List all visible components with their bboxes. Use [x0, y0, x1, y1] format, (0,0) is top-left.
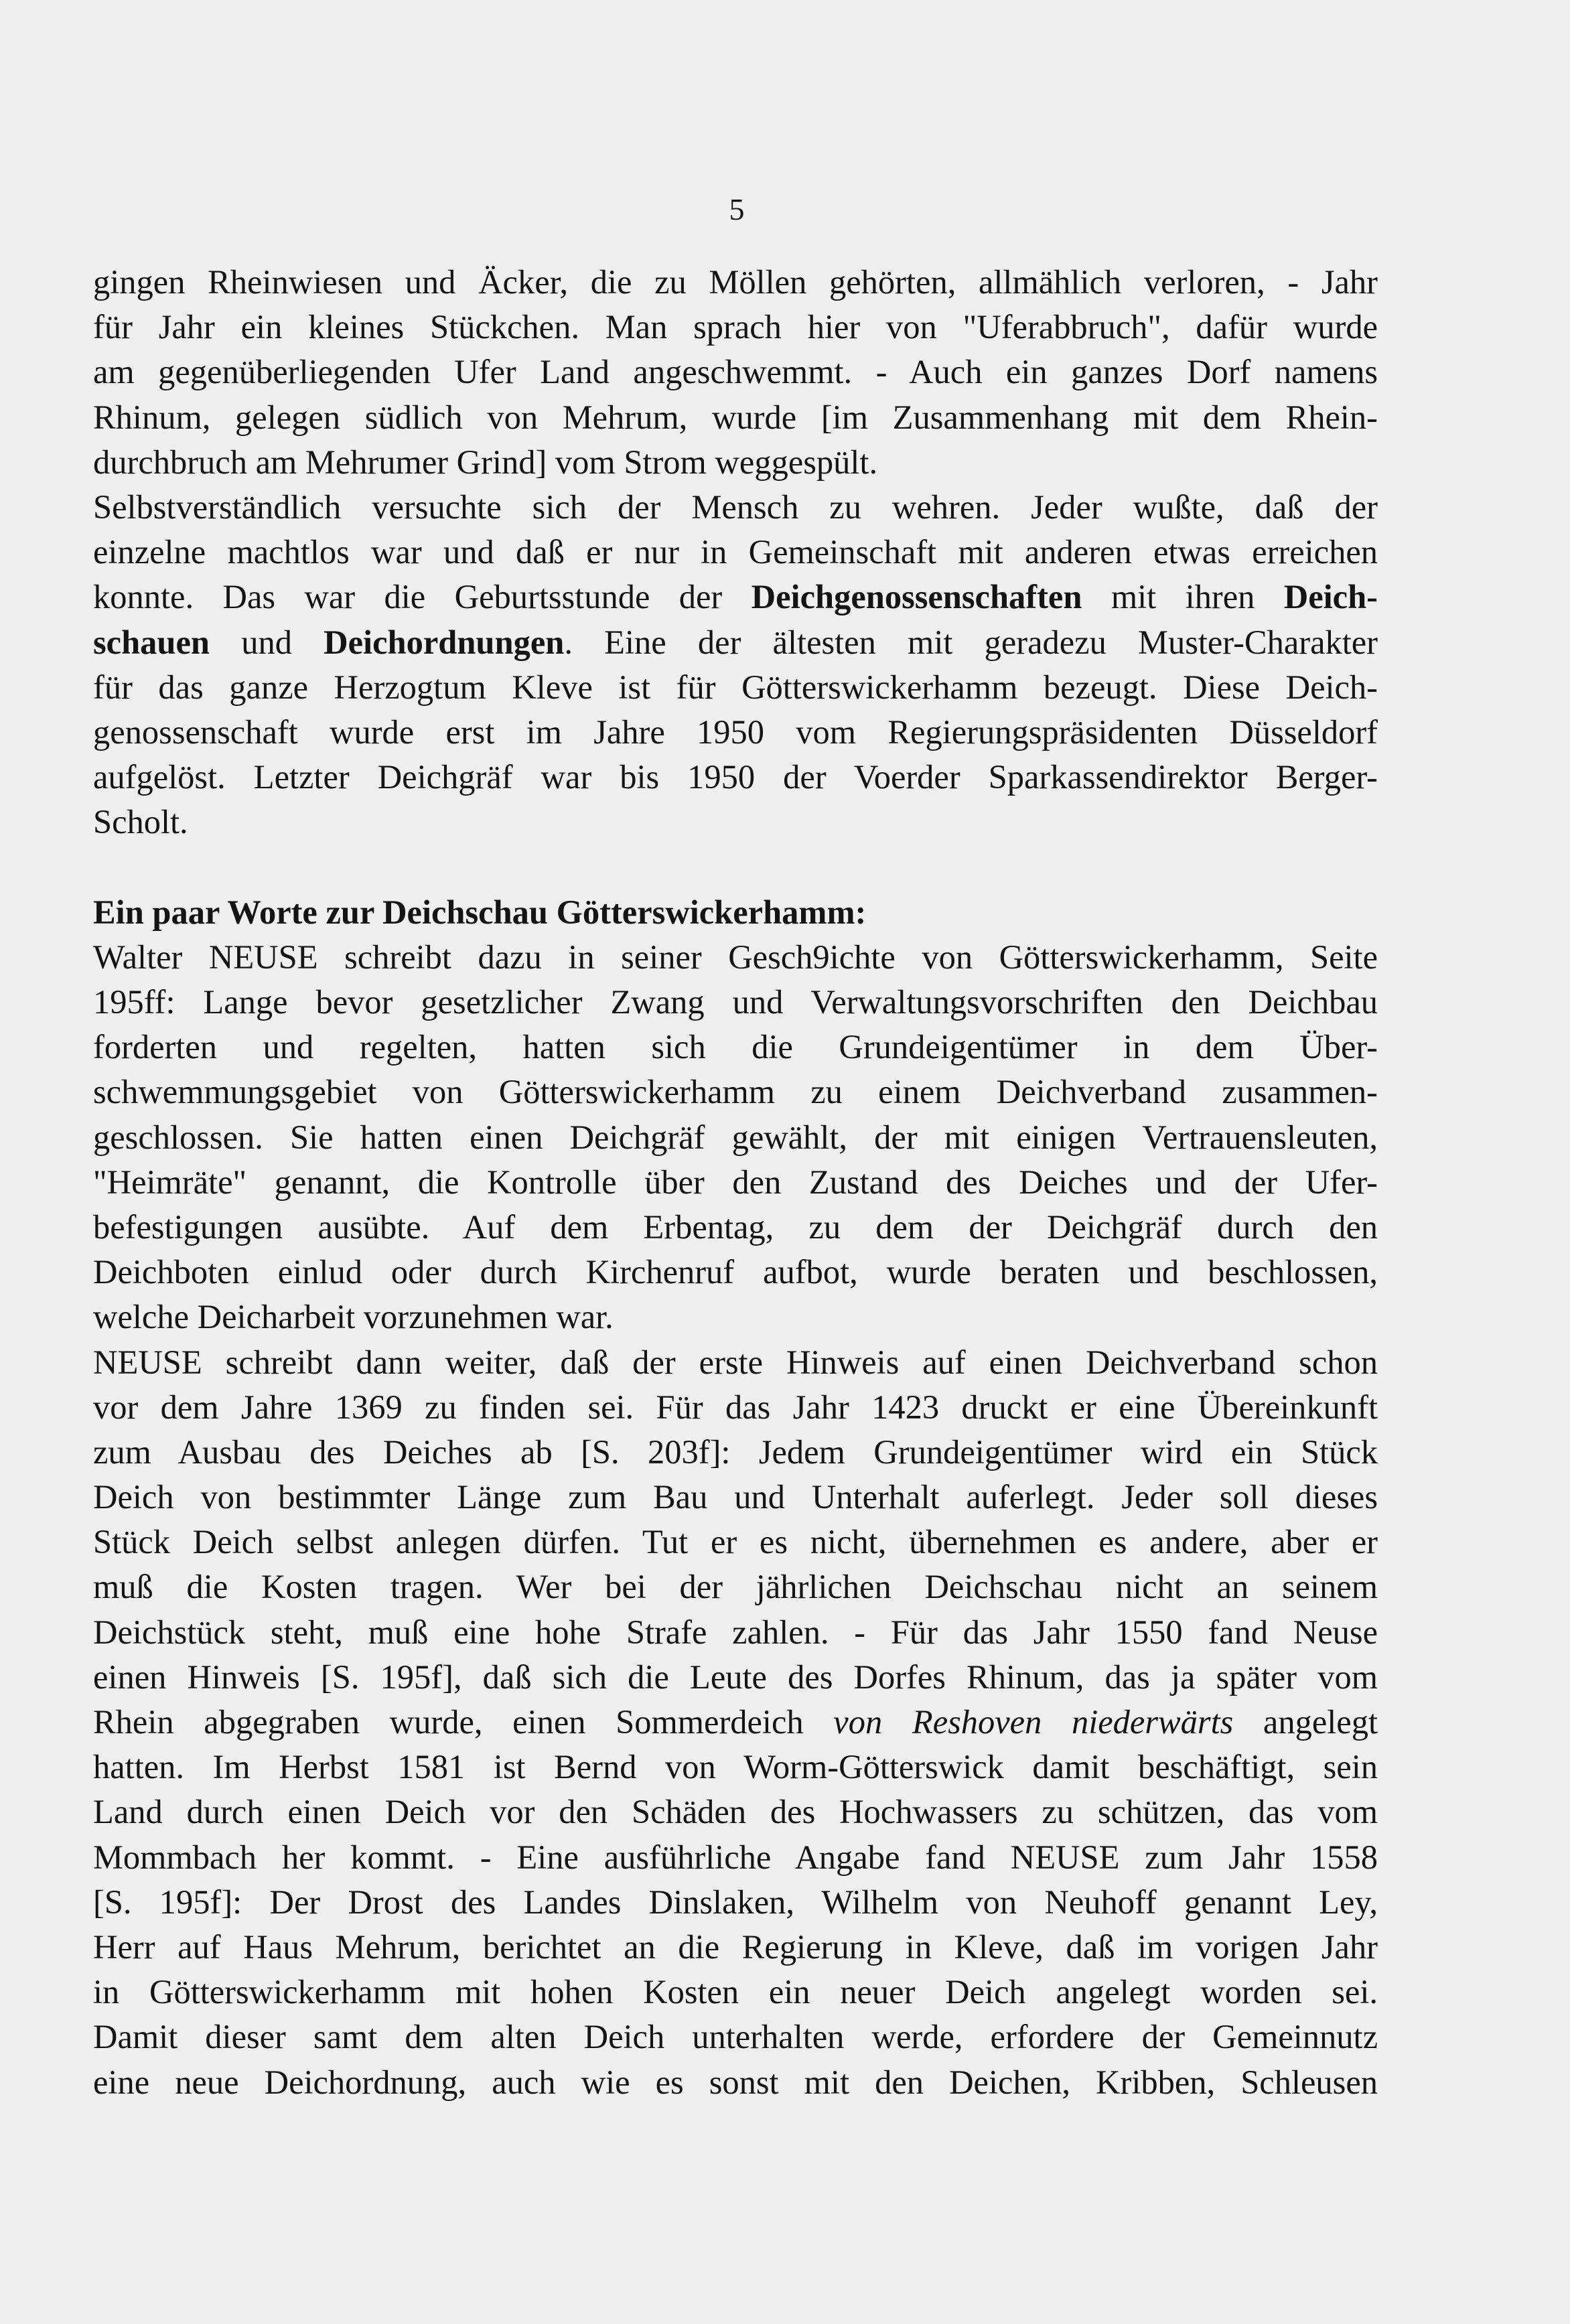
text-run: mit ihren: [1082, 578, 1284, 616]
text-line: [93, 620, 1378, 665]
text-line: einen Hinweis [S. 195f], daß sich die Leute des Dorfes Rhinum, das ja später vom: [93, 1658, 1378, 1696]
text-line: in Götterswickerhamm mit hohen Kosten ein neuer Deich angelegt worden sei.: [93, 1973, 1378, 2011]
text-line: muß die Kosten tragen. Wer bei der jährlichen Deichschau nicht an seinem: [93, 1568, 1378, 1606]
text-line: eine neue Deichordnung, auch wie es sonst mit den Deichen, Kribben, Schleusen: [93, 2063, 1378, 2101]
text-run: und: [210, 623, 324, 661]
text-line: "Heimräte" genannt, die Kontrolle über den Zustand des Deiches und der Ufer-: [93, 1163, 1378, 1201]
bold-term: Deich-: [1283, 578, 1378, 616]
text-line: Stück Deich selbst anlegen dürfen. Tut er es nicht, übernehmen es andere, aber er: [93, 1523, 1378, 1561]
page-number: 5: [729, 192, 745, 226]
text-run: angelegt: [1233, 1703, 1378, 1741]
text-line: [S. 195f]: Der Drost des Landes Dinslaken, Wilhelm von Neuhoff genannt Ley,: [93, 1883, 1378, 1921]
text-run: . Eine der ältesten mit geradezu Muster-Charakter: [564, 623, 1378, 661]
text-line: aufgelöst. Letzter Deichgräf war bis 1950 der Voerder Sparkassendirektor Berger-: [93, 758, 1378, 796]
text-line: hatten. Im Herbst 1581 ist Bernd von Worm-Götterswick damit beschäftigt, sein: [93, 1748, 1378, 1786]
text-line: schwemmungsgebiet von Götterswickerhamm zu einem Deichverband zusammen-: [93, 1073, 1378, 1111]
text-line: genossenschaft wurde erst im Jahre 1950 vom Regierungspräsidenten Düsseldorf: [93, 713, 1378, 751]
bold-term: Deichordnungen: [324, 623, 565, 661]
text-line: [93, 575, 1378, 620]
text-line: forderten und regelten, hatten sich die Grundeigentümer in dem Über-: [93, 1028, 1378, 1066]
text-line: Land durch einen Deich vor den Schäden des Hochwassers zu schützen, das vom: [93, 1793, 1378, 1831]
text-line: gingen Rheinwiesen und Äcker, die zu Möllen gehörten, allmählich verloren, - Jahr: [93, 263, 1378, 301]
text-line: Deichboten einlud oder durch Kirchenruf aufbot, wurde beraten und beschlossen,: [93, 1253, 1378, 1291]
section-heading: [93, 890, 1378, 935]
text-line: für das ganze Herzogtum Kleve ist für Götterswickerhamm bezeugt. Diese Deich-: [93, 668, 1378, 706]
text-line: Selbstverständlich versuchte sich der Mensch zu wehren. Jeder wußte, daß der: [93, 488, 1378, 526]
bold-term: Deichgenossenschaften: [751, 578, 1082, 616]
text-line: am gegenüberliegenden Ufer Land angeschwemmt. - Auch ein ganzes Dorf namens: [93, 353, 1378, 391]
text-line: befestigungen ausübte. Auf dem Erbentag, zu dem der Deichgräf durch den: [93, 1208, 1378, 1246]
text-line: für Jahr ein kleines Stückchen. Man sprach hier von "Uferabbruch", dafür wurde: [93, 308, 1378, 346]
text-line: Scholt.: [93, 803, 188, 841]
text-line: [93, 1700, 1378, 1745]
text-run: konnte. Das war die Geburtsstunde der: [93, 578, 752, 616]
text-line: Mommbach her kommt. - Eine ausführliche Angabe fand NEUSE zum Jahr 1558: [93, 1838, 1378, 1876]
text-line: einzelne machtlos war und daß er nur in Gemeinschaft mit anderen etwas erreichen: [93, 533, 1378, 571]
text-line: geschlossen. Sie hatten einen Deichgräf gewählt, der mit einigen Vertrauensleuten,: [93, 1118, 1378, 1156]
text-line: Damit dieser samt dem alten Deich unterhalten werde, erfordere der Gemeinnutz: [93, 2018, 1378, 2056]
body-text: [93, 260, 1378, 2105]
text-line: welche Deicharbeit vorzunehmen war.: [93, 1298, 614, 1336]
text-line: 195ff: Lange bevor gesetzlicher Zwang und Verwaltungsvorschriften den Deichbau: [93, 983, 1378, 1021]
bold-term: schauen: [93, 623, 210, 661]
text-line: Rhinum, gelegen südlich von Mehrum, wurde [im Zusammenhang mit dem Rhein-: [93, 398, 1378, 436]
text-line: Walter NEUSE schreibt dazu in seiner Gesch9ichte von Götterswickerhamm, Seite: [93, 938, 1378, 976]
text-line: vor dem Jahre 1369 zu finden sei. Für das Jahr 1423 druckt er eine Übereinkunft: [93, 1388, 1378, 1426]
text-line: Deichstück steht, muß eine hohe Strafe zahlen. - Für das Jahr 1550 fand Neuse: [93, 1613, 1378, 1651]
text-line: durchbruch am Mehrumer Grind] vom Strom weggespült.: [93, 443, 878, 481]
text-run: Rhein abgegraben wurde, einen Sommerdeich: [93, 1703, 834, 1741]
text-line: zum Ausbau des Deiches ab [S. 203f]: Jedem Grundeigentümer wird ein Stück: [93, 1433, 1378, 1471]
text-line: NEUSE schreibt dann weiter, daß der erste Hinweis auf einen Deichverband schon: [93, 1343, 1378, 1381]
paragraph-gap: [93, 845, 1378, 889]
text-line: Herr auf Haus Mehrum, berichtet an die Regierung in Kleve, daß im vorigen Jahr: [93, 1928, 1378, 1966]
text-line: Deich von bestimmter Länge zum Bau und Unterhalt auferlegt. Jeder soll dieses: [93, 1478, 1378, 1516]
italic-term: von Reshoven niederwärts: [833, 1703, 1234, 1741]
section-heading-text: Ein paar Worte zur Deichschau Götterswickerhamm:: [93, 893, 867, 931]
